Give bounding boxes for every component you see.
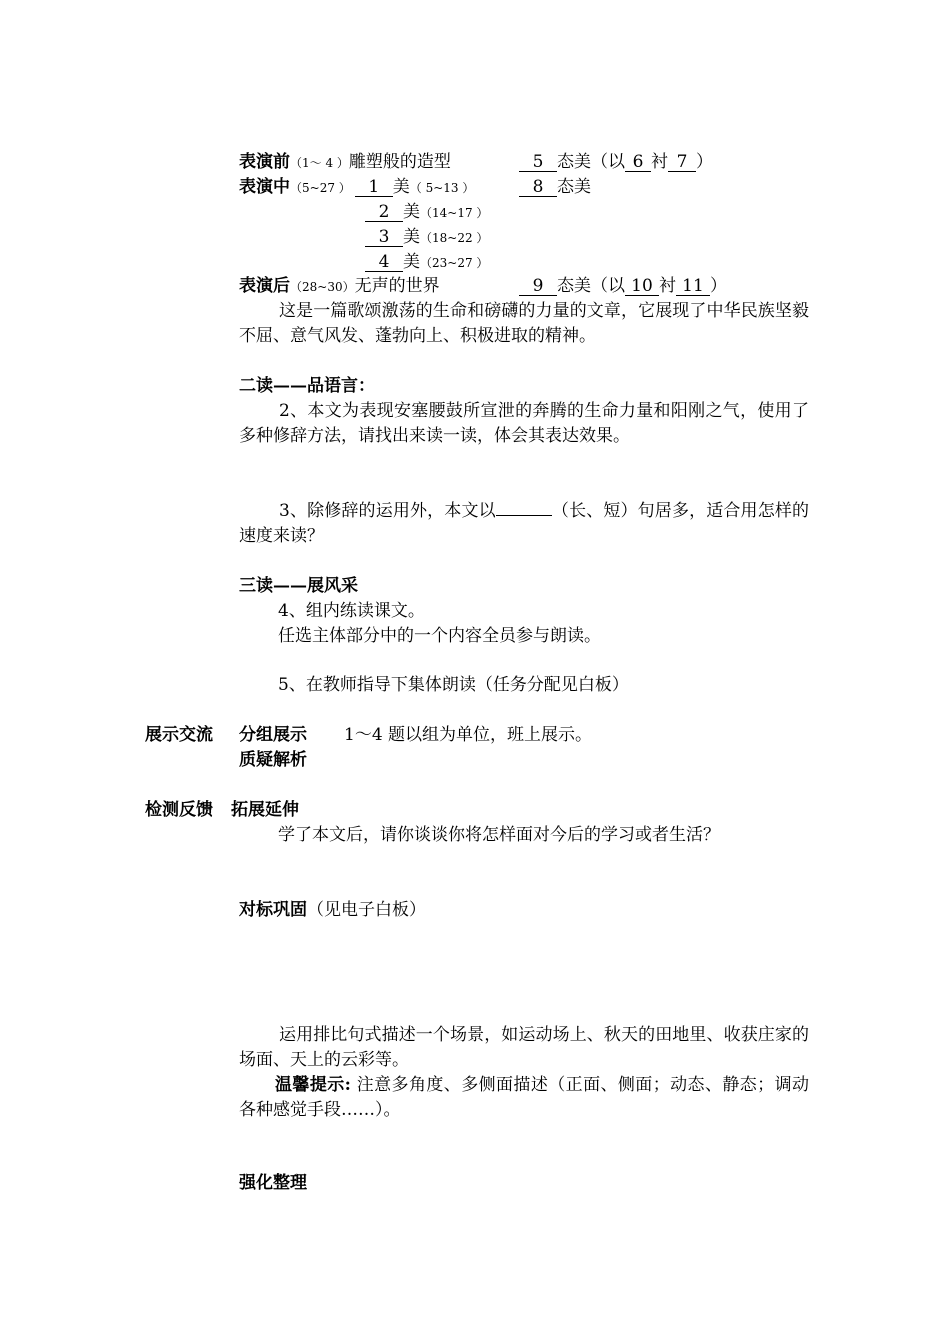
qa-label: 质疑解析 <box>239 750 307 770</box>
label-after: 表演后 <box>239 276 290 296</box>
q3-part-b: （长、短）句居多，适合用怎样的速度来读？ <box>239 501 809 546</box>
range-sub3: （18~22 ） <box>420 231 489 245</box>
blank-11: 11 <box>676 277 710 296</box>
label-before: 表演前 <box>239 152 290 172</box>
mei-4: 美 <box>403 252 420 272</box>
blank-2: 2 <box>365 203 403 222</box>
outline-after <box>239 276 440 297</box>
benchmark-note: （见电子白板） <box>307 900 426 920</box>
tip-label: 温馨提示: <box>275 1075 351 1095</box>
outline-during <box>239 177 474 198</box>
label-during: 表演中 <box>239 177 290 197</box>
third-read-heading: 三读——展风采 <box>239 576 358 596</box>
q3-blank <box>496 499 552 516</box>
feedback-label: 检测反馈 <box>145 800 213 820</box>
range-sub2: （14~17 ） <box>420 206 489 220</box>
summary-paragraph: 这是一篇歌颂激荡的生命和磅礴的力量的文章，它展现了中华民族坚毅不屈、意气风发、蓬勃向上、积极进取的精神。 <box>239 301 809 346</box>
range-sub4: （23~27 ） <box>420 256 489 270</box>
display-label: 展示交流 <box>145 725 213 745</box>
blank-6: 6 <box>625 153 651 172</box>
before-mid-text: 态美（以 <box>557 152 625 172</box>
before-close: ） <box>696 152 713 172</box>
benchmark-label: 对标巩固 <box>239 900 307 920</box>
outline-sub2 <box>365 202 488 223</box>
after-mid-text: 态美（以 <box>557 276 625 296</box>
during-right-text: 态美 <box>557 177 591 197</box>
range-after: （28~30） <box>290 280 355 294</box>
blank-3: 3 <box>365 228 403 247</box>
q3-part-a: 3、除修辞的运用外，本文以 <box>279 501 496 521</box>
range-before: （1～ 4 ） <box>290 156 349 170</box>
question-3 <box>239 499 809 549</box>
blank-7: 7 <box>668 153 696 172</box>
blank-4: 4 <box>365 253 403 272</box>
group-display-text: 1～4 题以组为单位，班上展示。 <box>344 725 593 745</box>
mei-1: 美 <box>392 177 410 197</box>
question-5: 5、在教师指导下集体朗读（任务分配见白板） <box>278 675 629 695</box>
outline-sub3 <box>365 227 488 248</box>
extend-label: 拓展延伸 <box>231 800 299 820</box>
question-4-detail: 任选主体部分中的一个内容全员参与朗读。 <box>278 626 601 646</box>
blank-8: 8 <box>519 178 557 197</box>
blank-9: 9 <box>519 277 557 296</box>
blank-10: 10 <box>625 277 659 296</box>
text-before: 雕塑般的造型 <box>348 152 451 172</box>
question-2: 2、本文为表现安塞腰鼓所宣泄的奔腾的生命力量和阳刚之气，使用了多种修辞方法，请找出来读一读，体会其表达效果。 <box>239 401 809 446</box>
blank-5: 5 <box>519 153 557 172</box>
outline-during-right <box>519 177 591 197</box>
tip-text: 注意多角度、多侧面描述（正面、侧面；动态、静态；调动各种感觉手段……）。 <box>239 1075 809 1120</box>
benchmark <box>239 900 426 920</box>
range-during: （5~27 ） <box>290 181 351 195</box>
outline-after-right <box>519 276 727 296</box>
feedback-question: 学了本文后，请你谈谈你将怎样面对今后的学习或者生活？ <box>278 825 720 845</box>
mei-3: 美 <box>403 227 420 247</box>
reinforce-heading: 强化整理 <box>239 1173 307 1193</box>
second-read-heading: 二读——品语言： <box>239 376 375 396</box>
outline-sub4 <box>365 252 488 273</box>
range-sub1: （ 5~13 ） <box>409 181 475 195</box>
mei-2: 美 <box>403 202 420 222</box>
blank-1: 1 <box>355 178 393 197</box>
before-chen: 衬 <box>651 152 668 172</box>
tip-paragraph <box>239 1073 809 1123</box>
text-after: 无声的世界 <box>354 276 440 296</box>
group-display: 分组展示 <box>239 725 307 745</box>
exercise-text: 运用排比句式描述一个场景，如运动场上、秋天的田地里、收获庄家的场面、天上的云彩等。 <box>239 1025 809 1070</box>
after-close: ） <box>710 276 727 296</box>
after-chen: 衬 <box>659 276 676 296</box>
outline-before <box>239 152 451 173</box>
question-4: 4、组内练读课文。 <box>278 601 425 621</box>
outline-before-right <box>519 152 713 172</box>
